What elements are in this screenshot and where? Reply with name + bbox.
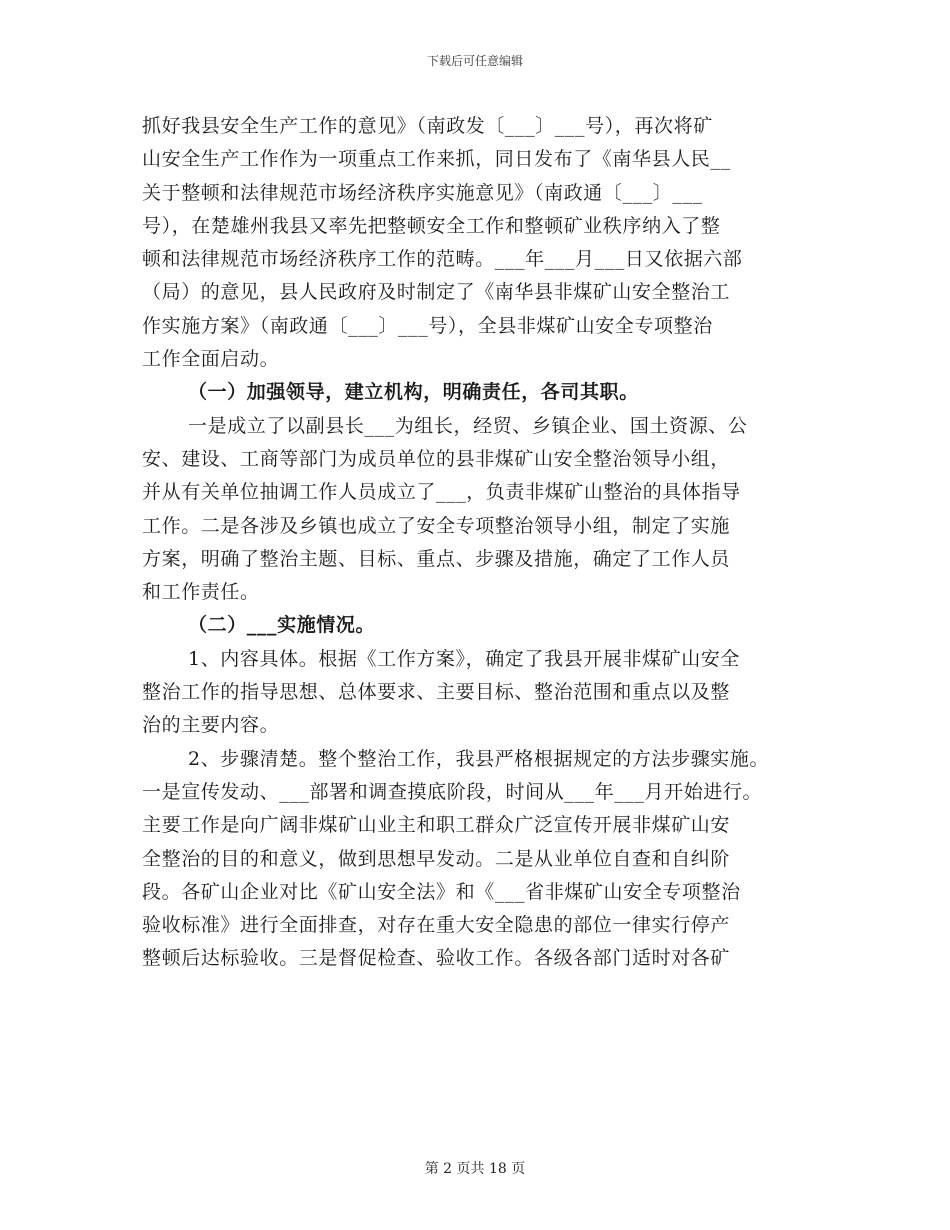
text-line: 号），在楚雄州我县又率先把整顿安全工作和整顿矿业秩序纳入了整	[142, 214, 721, 237]
page-footer: 第 2 页共 18 页	[424, 1161, 526, 1177]
text-line: 工作全面启动。	[142, 348, 280, 371]
text-line: 全整治的目的和意义，做到思想早发动。二是从业单位自查和自纠阶	[142, 847, 731, 870]
text-line: 治的主要内容。	[142, 714, 280, 737]
text-line: 一是成立了以副县长___为组长，经贸、乡镇企业、国土资源、公	[188, 414, 748, 437]
text-line: 主要工作是向广阔非煤矿山业主和职工群众广泛宣传开展非煤矿山安	[142, 814, 731, 837]
text-line: （局）的意见，县人民政府及时制定了《南华县非煤矿山安全整治工	[142, 281, 731, 304]
text-line: 作实施方案》（南政通〔___〕___号），全县非煤矿山安全专项整治	[142, 314, 713, 337]
text-line: 顿和法律规范市场经济秩序工作的范畴。___年___月___日又依据六部	[142, 248, 743, 271]
section-heading: （二）___实施情况。	[188, 614, 376, 637]
text-line: 方案，明确了整治主题、目标、重点、步骤及措施，确定了工作人员	[142, 547, 731, 570]
text-line: 抓好我县安全生产工作的意见》（南政发〔___〕___号），再次将矿	[142, 115, 713, 137]
text-line: 整治工作的指导思想、总体要求、主要目标、整治范围和重点以及整	[142, 681, 731, 704]
text-line: 工作。二是各涉及乡镇也成立了安全专项整治领导小组，制定了实施	[142, 514, 731, 537]
text-line: 安、建设、工商等部门为成员单位的县非煤矿山安全整治领导小组，	[142, 447, 731, 470]
text-line: 和工作责任。	[142, 581, 260, 604]
document-body	[142, 110, 820, 976]
text-line: 2、步骤清楚。整个整治工作，我县严格根据规定的方法步骤实施。	[188, 747, 770, 770]
section-heading: （一）加强领导，建立机构，明确责任，各司其职。	[188, 381, 639, 404]
text-line: 山安全生产工作作为一项重点工作来抓，同日发布了《南华县人民__	[142, 148, 731, 171]
text-line: 验收标准》进行全面排查，对存在重大安全隐患的部位一律实行停产	[142, 914, 731, 937]
text-line: 1、内容具体。根据《工作方案》，确定了我县开展非煤矿山安全	[188, 647, 740, 670]
text-line: 段。各矿山企业对比《矿山安全法》和《___省非煤矿山安全专项整治	[142, 880, 741, 903]
text-line: 一是宣传发动、___部署和调查摸底阶段，时间从___年___月开始进行。	[142, 780, 763, 803]
text-line: 整顿后达标验收。三是督促检查、验收工作。各级各部门适时对各矿	[142, 947, 731, 970]
text-line: 关于整顿和法律规范市场经济秩序实施意见》（南政通〔___〕___	[142, 181, 703, 204]
text-line: 并从有关单位抽调工作人员成立了___，负责非煤矿山整治的具体指导	[142, 481, 741, 504]
page-header: 下载后可任意编辑	[426, 54, 523, 68]
